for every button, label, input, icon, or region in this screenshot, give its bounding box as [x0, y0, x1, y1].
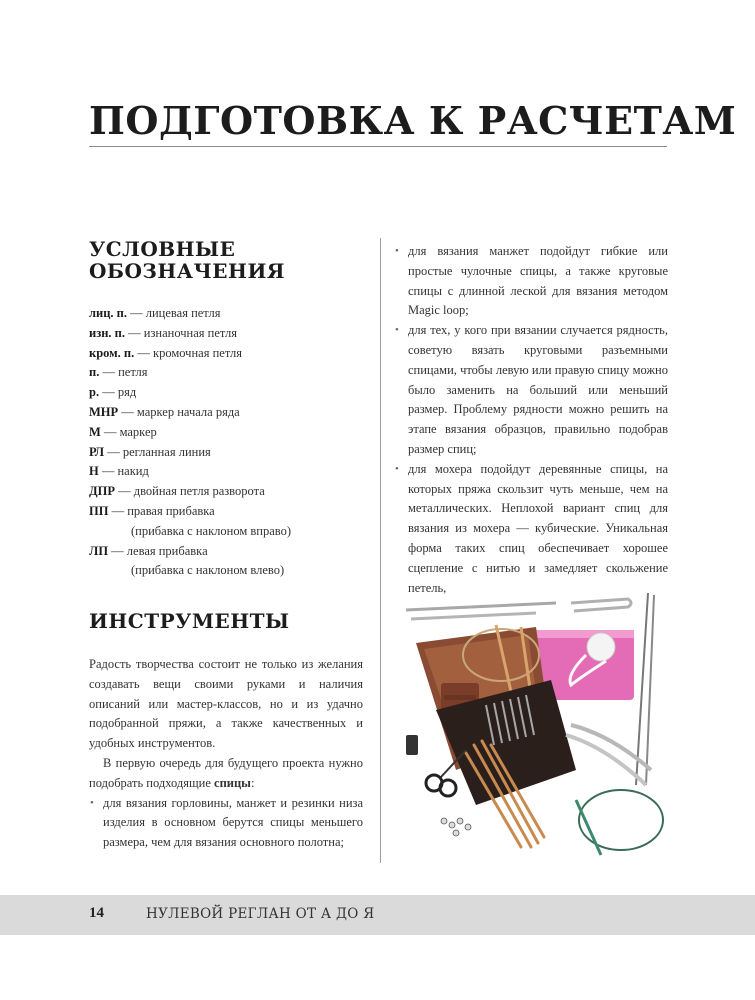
- abbreviation-item: [89, 443, 369, 463]
- right-column: [394, 242, 668, 598]
- book-title: НУЛЕВОЙ РЕГЛАН ОТ А ДО Я: [146, 906, 375, 922]
- abbreviation-term: кром. п.: [89, 345, 135, 360]
- abbreviations-list: [89, 304, 369, 581]
- bullet-item: • для тех, у кого при вязании случается рядность, советую вязать круговыми разъемными спицами, чтобы левую или правую спицу можно было заменить на больший или меньший размер. Проблему рядности можно решить на этапе вязания образцов, правильно подобрав размер спиц;: [394, 321, 668, 460]
- abbreviation-meaning: — двойная петля разворота: [114, 484, 265, 499]
- abbreviation-meaning: — ряд: [99, 385, 137, 400]
- footer-band: [0, 895, 755, 935]
- abbreviation-meaning: — изнаночная петля: [125, 325, 238, 340]
- abbreviation-item: [89, 403, 369, 423]
- page-number: 14: [89, 905, 104, 921]
- abbreviations-heading: УСЛОВНЫЕ ОБОЗНАЧЕНИЯ: [89, 237, 285, 283]
- abbreviation-item: [89, 363, 369, 383]
- abbreviation-meaning: — правая прибавка: [108, 503, 215, 518]
- abbreviation-term: ДПР: [89, 484, 115, 499]
- abbreviation-item: [89, 502, 369, 522]
- tools-paragraph: [89, 754, 363, 794]
- abbreviation-meaning: — маркер: [100, 424, 157, 439]
- abbreviation-term: ПП: [89, 503, 109, 518]
- bullet-item: • для мохера подойдут деревянные спицы, на которых пряжа скользит чуть меньше, чем на металлических. Неплохой вариант спиц для вязания из мохера — кубические. Уникальная форма таких спиц обеспечивает хорошее сцепление с нитью и замедляет скольжение петель,: [394, 460, 668, 599]
- abbreviation-meaning: — петля: [99, 365, 148, 380]
- abbreviation-term: изн. п.: [89, 325, 126, 340]
- tools-heading: ИНСТРУМЕНТЫ: [89, 609, 290, 633]
- abbreviation-item: [89, 462, 369, 482]
- abbreviation-item: [89, 324, 369, 344]
- abbreviation-meaning: (прибавка с наклоном вправо): [131, 523, 291, 538]
- bullet-item: • для вязания горловины, манжет и резинки низа изделия в основном берутся спицы меньшего размера, чем для вязания основного полотна;: [89, 794, 363, 853]
- title-rule: [89, 146, 667, 147]
- abbreviation-term: Н: [89, 464, 99, 479]
- abbreviation-meaning: — маркер начала ряда: [118, 404, 240, 419]
- abbreviation-item: [89, 482, 369, 502]
- paragraph-emphasis: спицы: [214, 775, 251, 790]
- abbreviation-note: [89, 522, 369, 542]
- abbreviation-item: [89, 344, 369, 364]
- abbreviation-meaning: — накид: [98, 464, 149, 479]
- abbreviation-term: М: [89, 424, 101, 439]
- abbreviation-meaning: (прибавка с наклоном влево): [131, 563, 285, 578]
- abbreviation-term: п.: [89, 365, 100, 380]
- tools-bullet-list: [89, 794, 363, 853]
- abbreviation-term: р.: [89, 385, 100, 400]
- tools-body: [89, 655, 363, 853]
- abbreviation-item: [89, 304, 369, 324]
- bullet-item: • для вязания манжет подойдут гибкие или простые чулочные спицы, а также круговые спицы с длинной леской для вязания методом Magic loop;: [394, 242, 668, 321]
- abbreviation-meaning: — левая прибавка: [108, 543, 208, 558]
- abbreviation-item: [89, 383, 369, 403]
- abbreviation-term: ЛП: [89, 543, 109, 558]
- page-title: ПОДГОТОВКА К РАСЧЕТАМ: [89, 98, 737, 143]
- abbreviation-term: лиц. п.: [89, 306, 127, 320]
- knitting-tools-photo: [396, 585, 671, 860]
- abbreviation-term: РЛ: [89, 444, 105, 459]
- abbreviation-item: [89, 423, 369, 443]
- needles-bullet-list: [394, 242, 668, 598]
- abbreviation-meaning: — регланная линия: [104, 444, 211, 459]
- paragraph-text: :: [250, 775, 255, 790]
- column-divider: [380, 238, 381, 863]
- tools-paragraph: Радость творчества состоит не только из желания создавать вещи своими руками и наличия описаний или мастер-классов, но и из удачно подобранной пряжи, а также качественных и удобных инструментов.: [89, 657, 363, 751]
- abbreviation-meaning: — лицевая петля: [127, 306, 221, 320]
- paragraph-text: В первую очередь для будущего проекта нужно подобрать подходящие: [89, 755, 363, 790]
- abbreviation-meaning: — кромочная петля: [134, 345, 242, 360]
- abbreviation-note: [89, 561, 369, 581]
- abbreviation-term: МНР: [89, 404, 119, 419]
- abbreviation-item: [89, 542, 369, 562]
